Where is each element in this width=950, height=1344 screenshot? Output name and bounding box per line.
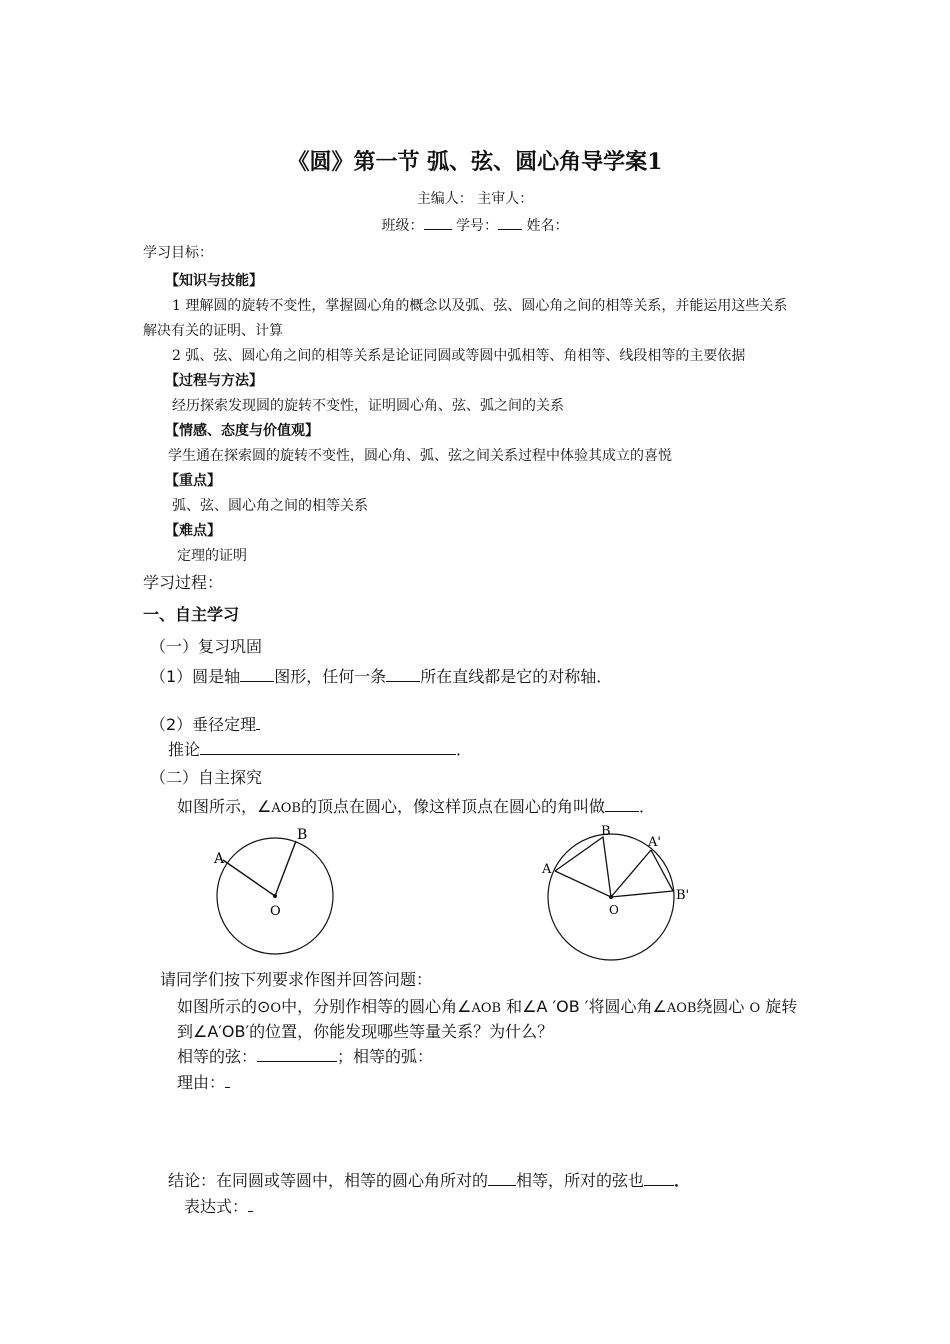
expression-blank[interactable]: [248, 1197, 253, 1212]
k1-number: 1: [172, 298, 181, 314]
key-point-heading: 【重点】: [165, 473, 221, 489]
q1-blank-2[interactable]: [386, 667, 420, 682]
review-heading: （一）复习巩固: [150, 637, 263, 656]
question-1: [150, 667, 612, 687]
corollary-end: ．: [456, 740, 473, 759]
knowledge-heading: 【知识与技能】: [165, 273, 263, 289]
class-blank[interactable]: [424, 215, 452, 230]
task-line-1: [177, 997, 797, 1019]
corollary-line: [168, 740, 472, 760]
equal-chords-label: 相等的弦：: [177, 1047, 258, 1066]
page-title: [0, 148, 950, 177]
task-line1-e: 旋转: [765, 997, 798, 1016]
knowledge-item-2: [172, 347, 745, 365]
fig1-radius-ob: [275, 841, 296, 896]
emotion-heading: 【情感、态度与价值观】: [165, 423, 319, 439]
task-line1-a: 如图所示的⊙: [177, 997, 271, 1016]
fig2-label-b-prime: B': [676, 888, 690, 903]
key-point-text: 弧、弦、圆心角之间的相等关系: [172, 498, 368, 514]
task-line1-c: 和∠A ′OB ′将圆心角∠: [506, 997, 667, 1016]
q1-blank-1[interactable]: [240, 667, 274, 682]
difficult-point-heading: 【难点】: [165, 523, 221, 539]
fig2-label-a-prime: A': [648, 835, 661, 850]
task-line-2: 到∠A′OB′的位置，你能发现哪些等量关系？为什么？: [177, 1022, 554, 1041]
fig2-label-a: A: [542, 862, 552, 877]
expression-line: [184, 1197, 253, 1217]
task-line1-o2: O: [749, 1001, 761, 1016]
equal-chords-line: [177, 1047, 433, 1067]
goals-heading: 学习目标：: [143, 245, 213, 261]
q1-part-c: 所在直线都是它的对称轴．: [420, 667, 613, 686]
name-label: 姓名：: [526, 218, 569, 234]
fig2-label-b: B: [601, 824, 611, 839]
k2-number: 2: [172, 348, 181, 364]
title-number: 1: [647, 149, 663, 175]
corollary-blank[interactable]: [200, 740, 456, 755]
conclusion-end: ．: [674, 1171, 691, 1190]
corollary-label: 推论: [168, 740, 201, 759]
fig2-center-point: [609, 895, 613, 899]
central-angle-blank[interactable]: [605, 797, 639, 812]
conclusion-part-b: 相等，所对的弦也: [516, 1171, 645, 1190]
q2-text: （2）垂径定理: [150, 715, 257, 734]
task-intro: 请同学们按下列要求作图并回答问题：: [160, 970, 433, 989]
explore-end: ．: [638, 797, 655, 816]
k1-text-a: 理解圆的旋转不变性，掌握圆心角的概念以及弧、弦、圆心角之间的相等关系，并能运用这些关系: [185, 298, 788, 314]
q1-part-a: （1）圆是轴: [150, 667, 241, 686]
task-line1-b: 中，分别作相等的圆心角∠: [281, 997, 472, 1016]
task-line1-d: 绕圆心: [696, 997, 745, 1016]
central-angle-definition: [177, 797, 655, 819]
conclusion-part-a: 结论：在同圆或等圆中，相等的圆心角所对的: [168, 1171, 489, 1190]
title-text: 《圆》第一节 弧、弦、圆心角导学案: [287, 150, 648, 175]
explore-part-b: 的顶点在圆心，像这样顶点在圆心的角叫做: [300, 797, 605, 816]
fig1-radius-oa: [223, 860, 275, 896]
fig1-label-o: O: [270, 904, 281, 919]
task-line1-o: O: [270, 1001, 282, 1016]
conclusion-blank-2[interactable]: [644, 1171, 674, 1186]
task-line1-aob2: AOB: [666, 1001, 697, 1016]
class-label: 班级：: [381, 218, 424, 234]
student-no-blank[interactable]: [498, 215, 522, 230]
process-method-text: 经历探索发现圆的旋转不变性，证明圆心角、弦、弧之间的关系: [172, 398, 564, 414]
editors-line: 主编人： 主审人：: [416, 191, 534, 207]
expression-label: 表达式：: [184, 1197, 249, 1216]
reason-line: [177, 1073, 230, 1093]
figure-2-circle: [530, 822, 700, 972]
student-info-line: [0, 215, 950, 235]
conclusion-line: [168, 1171, 690, 1191]
knowledge-item-1: [172, 297, 787, 315]
explore-part-a: 如图所示，∠: [177, 797, 272, 816]
equal-arcs-label: ；相等的弧：: [337, 1047, 434, 1066]
explore-heading: （二）自主探究: [150, 768, 263, 787]
question-2: [150, 715, 260, 735]
knowledge-item-1-cont: 解决有关的证明、计算: [143, 323, 283, 339]
q1-part-b: 图形，任何一条: [274, 667, 387, 686]
fig1-center-point: [273, 894, 277, 898]
fig2-triangle-a2ob2: [611, 850, 673, 897]
student-no-label: 学号：: [456, 218, 498, 234]
fig1-label-a: A: [214, 851, 225, 867]
process-method-heading: 【过程与方法】: [165, 373, 263, 389]
reason-blank[interactable]: [225, 1073, 230, 1088]
figure-1-circle: [200, 822, 350, 962]
task-line1-aob: AOB: [471, 1001, 502, 1016]
reason-label: 理由：: [177, 1073, 226, 1092]
fig2-triangle-aob: [555, 837, 611, 897]
emotion-text: 学生通在探索圆的旋转不变性，圆心角、弧、弦之间关系过程中体验其成立的喜悦: [168, 448, 672, 464]
difficult-point-text: 定理的证明: [177, 548, 247, 564]
fig1-label-b: B: [297, 827, 308, 843]
explore-aob: AOB: [271, 801, 301, 816]
equal-chords-blank[interactable]: [257, 1047, 337, 1062]
process-heading: 学习过程：: [143, 573, 224, 592]
fig2-label-o: O: [609, 903, 619, 917]
k2-text: 弧、弦、圆心角之间的相等关系是论证同圆或等圆中弧相等、角相等、线段相等的主要依据: [185, 348, 746, 364]
conclusion-blank-1[interactable]: [488, 1171, 516, 1186]
section-self-study: 一、自主学习: [143, 605, 240, 624]
q2-blank[interactable]: [256, 715, 260, 730]
